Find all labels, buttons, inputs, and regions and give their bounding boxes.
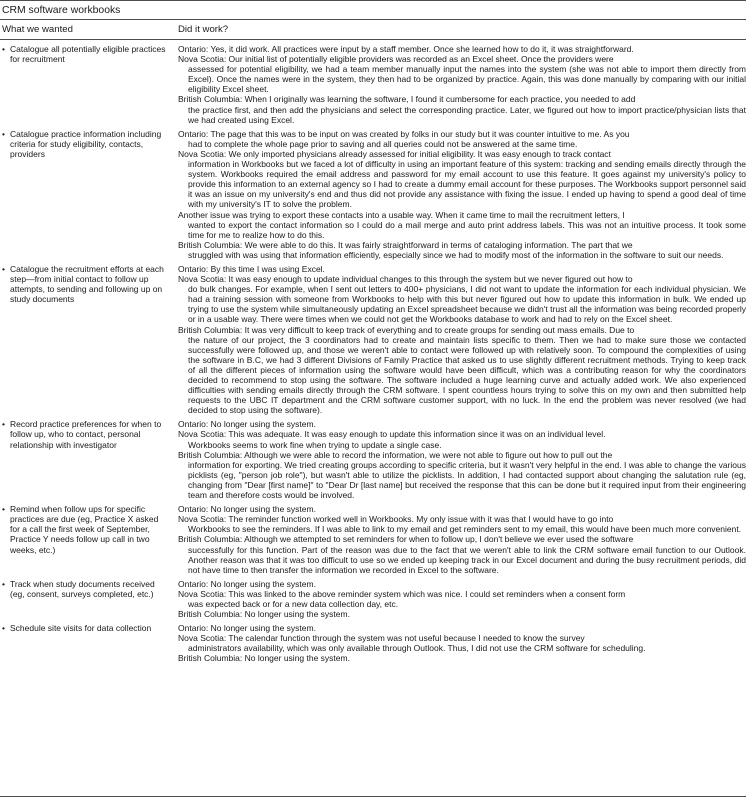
did-cell bbox=[178, 44, 746, 125]
what-cell bbox=[0, 44, 178, 125]
bullet-icon: • bbox=[2, 263, 5, 274]
did-cell bbox=[178, 579, 746, 619]
table-row bbox=[0, 44, 746, 125]
table-row bbox=[0, 579, 746, 619]
response-first-line: Nova Scotia: The reminder function worked well in Workbooks. My only issue with it was that I would have to go into bbox=[178, 514, 614, 525]
response-continuation: information for exporting. We tried creating groups according to specific criteria, but it wasn't very helpful in the end. I was able to change the various picklists (eg, "person job role"), but wasn't able to utilize the picklists. In addition, I had contacted support about changing the salutation rule (eg, changing from "Dear [first name]" to "Dear Dr [last name] but received the response that this can be done but it required input from their engineering team and therefore costs would be involved. bbox=[188, 459, 746, 501]
what-text: Catalogue the recruitment efforts at each step—from initial contact to follow up attempts, to sending and following up on study documents bbox=[10, 263, 164, 305]
response-continuation: struggled with was using that information efficiently, especially since we had to modify most of the information in the software to suit our needs. bbox=[188, 249, 724, 260]
what-cell bbox=[0, 129, 178, 260]
what-cell bbox=[0, 579, 178, 619]
response-first-line: Nova Scotia: This was adequate. It was easy enough to update this information since it was on an individual level. bbox=[178, 429, 606, 440]
response-continuation: administrators availability, which was only available through Outlook. Thus, I did not use the CRM software for scheduling. bbox=[188, 643, 646, 654]
table-row bbox=[0, 623, 746, 663]
response-continuation: had to complete the whole page prior to saving and all queries could not be answered at the same time. bbox=[188, 138, 578, 149]
response-paragraph bbox=[178, 653, 746, 663]
response-paragraph bbox=[178, 504, 746, 514]
response-continuation: successfully for this function. Part of the reason was due to the fact that we weren't able to link the CRM software email function to our Outlook. Another reason was that it was too difficult to use so we ended up keeping track in our Excel document and during the busy recruitment periods, did not have time to then transfer the information we recorded in Excel to the software. bbox=[188, 544, 746, 575]
response-first-line: British Columbia: It was very difficult to keep track of everything and to create groups for sending out mass emails. Due to bbox=[178, 324, 635, 335]
response-paragraph bbox=[178, 579, 746, 589]
response-paragraph bbox=[178, 54, 746, 94]
response-first-line: British Columbia: We were able to do this. It was fairly straightforward in terms of cataloging information. The part that we bbox=[178, 239, 633, 250]
response-continuation: wanted to export the contact information so I could do a mail merge and auto print address labels. This was not an intuitive process. It took some time for me to realize how to do this. bbox=[188, 219, 746, 240]
response-first-line: Ontario: By this time I was using Excel. bbox=[178, 263, 325, 274]
response-paragraph bbox=[178, 264, 746, 274]
what-text: Track when study documents received (eg, consent, surveys completed, etc.) bbox=[10, 578, 155, 599]
response-continuation: the nature of our project, the 3 coordinators had to create and maintain lists specific to them. Then we had to make sure those we contacted successfully were followed up, and those we weren't able to contact were followed up with relatively soon. To compound the complexities of using the software in B.C, we had 3 different Divisions of Family Practice that asked us to use slightly different recruitment methods. Trying to keep track of all the different pieces of information using the software would have been difficult, which was a contributing reason for why the coordinators decided to recommend to stop using the software. The software included a huge learning curve and actually added work. We also experienced difficulties with sending emails directly through the CRM software. I spent countless hours trying to solve this on my own and then submitted help requests to the UBC IT department and the CRM software customer support, with no luck. In the end the problem was never resolved (we had decided to stop using the software). bbox=[188, 334, 746, 416]
response-paragraph bbox=[178, 325, 746, 416]
response-paragraph bbox=[178, 534, 746, 574]
response-paragraph bbox=[178, 633, 746, 653]
what-text: Record practice preferences for when to follow up, who to contact, personal relationship with investigator bbox=[10, 419, 162, 450]
header-what-we-wanted: What we wanted bbox=[2, 24, 73, 35]
response-first-line: British Columbia: No longer using the system. bbox=[178, 653, 350, 664]
response-continuation: Workbooks seems to work fine when trying to update a single case. bbox=[188, 439, 442, 450]
response-paragraph bbox=[178, 623, 746, 633]
response-continuation: assessed for potential eligibility, we had a team member manually input the names into the system (she was not able to import them directly from Excel). Once the names were in the system, they then had to be organized by practice. Again, this was done manually by comparing with our initial eligibility Excel sheet. bbox=[188, 64, 746, 95]
what-text: Catalogue all potentially eligible practices for recruitment bbox=[10, 44, 166, 65]
response-first-line: Another issue was trying to export these contacts into a usable way. When it came time to mail the recruitment letters, I bbox=[178, 209, 625, 220]
table-row bbox=[0, 129, 746, 260]
response-first-line: Ontario: No longer using the system. bbox=[178, 623, 316, 634]
bullet-icon: • bbox=[2, 128, 5, 139]
what-text: Schedule site visits for data collection bbox=[10, 623, 152, 634]
response-continuation: was expected back or for a new data collection day, etc. bbox=[188, 598, 399, 609]
response-paragraph bbox=[178, 609, 746, 619]
response-paragraph bbox=[178, 149, 746, 210]
response-continuation: the practice first, and then add the physicians and select the corresponding practice. Later, we figured out how to import practice/physician lists that we had created using Excel. bbox=[188, 104, 746, 125]
response-first-line: Ontario: Yes, it did work. All practices were input by a staff member. Once she learned how to do it, it was straightforward. bbox=[178, 44, 634, 54]
response-paragraph bbox=[178, 429, 746, 449]
response-continuation: Workbooks to see the reminders. If I was able to link to my email and get reminders sent to my email, this would have been much more convenient. bbox=[188, 524, 742, 535]
response-first-line: Ontario: No longer using the system. bbox=[178, 419, 316, 430]
response-paragraph bbox=[178, 514, 746, 534]
response-first-line: British Columbia: Although we were able to record the information, we were not able to figure out how to pull out the bbox=[178, 449, 613, 460]
response-paragraph bbox=[178, 44, 746, 54]
response-paragraph bbox=[178, 274, 746, 324]
what-text: Remind when follow ups for specific practices are due (eg, Practice X asked for a call the first week of September, Practice Y needs follow up call in two weeks, etc.) bbox=[10, 504, 159, 555]
response-first-line: Ontario: No longer using the system. bbox=[178, 504, 316, 515]
response-paragraph bbox=[178, 210, 746, 240]
response-continuation: do bulk changes. For example, when I sent out letters to 400+ physicians, I did not want to update the information for each individual physician. We had a training session with someone from Workbooks to help with this but never figured out how to update this information in bulk. We ended up trying to use the system while simultaneously updating an Excel spreadsheet because we didn't trust all the information was being recorded properly or in a usable way. There were times when we could not get the Workbooks database to work and had to rely on the Excel sheet. bbox=[188, 284, 746, 325]
what-cell bbox=[0, 504, 178, 575]
header-did-it-work: Did it work? bbox=[178, 24, 229, 35]
response-paragraph bbox=[178, 589, 746, 609]
what-cell bbox=[0, 623, 178, 663]
response-first-line: British Columbia: No longer using the system. bbox=[178, 609, 350, 620]
response-continuation: information in Workbooks but we faced a lot of difficulty in using an important feature of this system: tracking and sending emails directly through the system. Workbooks required the email address and password for my email account to use this feature. It goes against my university's policy to provide this information to an external agency so I had to create a dummy email account for these purposes. The Workbooks support personnel said it was an issue on my university's end and thus did not provide any assistance with fixing the issue. I ended up having to spend a good deal of time with my university's IT to solve the problem. bbox=[188, 159, 746, 210]
response-first-line: Nova Scotia: The calendar function through the system was not useful because I needed to know the survey bbox=[178, 633, 585, 644]
response-first-line: Nova Scotia: This was linked to the above reminder system which was nice. I could set reminders when a consent form bbox=[178, 588, 626, 599]
bullet-icon: • bbox=[2, 504, 5, 515]
bullet-icon: • bbox=[2, 623, 5, 634]
table-row bbox=[0, 419, 746, 500]
response-first-line: British Columbia: When I originally was learning the software, I found it cumbersome for each practice, you needed to add bbox=[178, 94, 636, 105]
response-paragraph bbox=[178, 419, 746, 429]
table-row bbox=[0, 264, 746, 415]
response-paragraph bbox=[178, 129, 746, 149]
bullet-icon: • bbox=[2, 44, 5, 54]
response-first-line: Nova Scotia: We only imported physicians already assessed for initial eligibility. It was easy enough to track contact bbox=[178, 148, 611, 159]
table-caption: CRM software workbooks bbox=[0, 0, 746, 20]
did-cell bbox=[178, 504, 746, 575]
what-cell bbox=[0, 264, 178, 415]
did-cell bbox=[178, 129, 746, 260]
did-cell bbox=[178, 419, 746, 500]
bullet-icon: • bbox=[2, 578, 5, 589]
table-body bbox=[0, 40, 746, 664]
response-first-line: Nova Scotia: It was easy enough to update individual changes to this through the system but we never figured out how to bbox=[178, 274, 633, 285]
response-paragraph bbox=[178, 450, 746, 500]
response-first-line: Nova Scotia: Our initial list of potentially eligible providers was recorded as an Excel sheet. Once the providers were bbox=[178, 54, 614, 65]
table-row bbox=[0, 504, 746, 575]
response-first-line: Ontario: No longer using the system. bbox=[178, 578, 316, 589]
table-header-row bbox=[0, 20, 746, 40]
what-cell bbox=[0, 419, 178, 500]
did-cell bbox=[178, 264, 746, 415]
did-cell bbox=[178, 623, 746, 663]
bullet-icon: • bbox=[2, 419, 5, 430]
response-paragraph bbox=[178, 240, 746, 260]
response-first-line: British Columbia: Although we attempted to set reminders for when to follow up, I don't believe we ever used the software bbox=[178, 534, 634, 545]
response-paragraph bbox=[178, 94, 746, 124]
what-text: Catalogue practice information including criteria for study eligibility, contacts, providers bbox=[10, 128, 162, 159]
response-first-line: Ontario: The page that this was to be input on was created by folks in our study but it was counter intuitive to me. As you bbox=[178, 128, 630, 139]
